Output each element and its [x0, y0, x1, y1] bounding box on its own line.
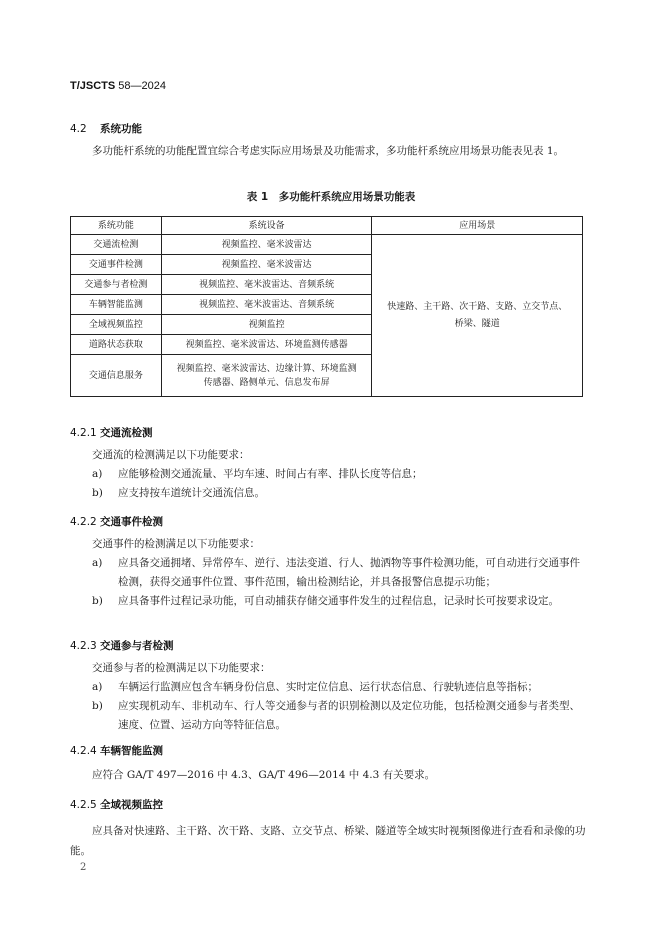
standard-code: T/JSCTS — [70, 80, 116, 92]
section-intro: 交通参与者的检测满足以下功能要求： — [92, 662, 271, 674]
section-intro: 交通事件的检测满足以下功能要求： — [92, 538, 260, 550]
row-function: 车辆智能监测 — [71, 295, 162, 315]
section-intro: 交通流的检测满足以下功能要求： — [92, 449, 250, 461]
document-header — [70, 80, 166, 92]
list-text: 应能够检测交通流量、平均车速、时间占有率、排队长度等信息； — [118, 468, 423, 480]
section-title: 交通参与者检测 — [100, 640, 174, 652]
list-marker: a) — [92, 468, 103, 480]
section-4-2-heading — [70, 121, 142, 136]
section-number: 4.2.5 — [70, 799, 97, 811]
row-device: 视频监控 — [161, 315, 372, 335]
section-text: 应符合 GA/T 497—2016 中 4.3、GA/T 496—2014 中 4.3 有关要求。 — [92, 769, 436, 781]
scene-cell — [372, 235, 583, 397]
page-number: 2 — [80, 862, 87, 873]
section-4-2-2-heading — [70, 514, 163, 529]
list-text: 应支持按车道统计交通流信息。 — [118, 487, 265, 499]
scene-line: 快速路、主干路、次干路、支路、立交节点、 — [387, 302, 568, 312]
row-device: 视频监控、毫米波雷达、环境监测传感器 — [161, 335, 372, 355]
section-4-2-5-heading — [70, 797, 163, 812]
list-item — [70, 678, 590, 697]
row-function: 道路状态获取 — [71, 335, 162, 355]
list-item — [70, 697, 590, 735]
list-marker: a) — [92, 681, 103, 693]
row-function: 交通信息服务 — [71, 355, 162, 397]
header-scene: 应用场景 — [372, 217, 583, 235]
table-row — [71, 235, 583, 255]
row-device: 视频监控、毫米波雷达、音频系统 — [161, 275, 372, 295]
list-text: 车辆运行监测应包含车辆身份信息、实时定位信息、运行状态信息、行驶轨迹信息等指标； — [118, 681, 538, 693]
section-4-2-3-heading — [70, 638, 174, 653]
section-title: 交通事件检测 — [100, 516, 163, 528]
section-title: 车辆智能监测 — [100, 745, 163, 757]
list-text: 应实现机动车、非机动车、行人等交通参与者的识别检测以及定位功能，包括检测交通参与者类型、速度、位置、运动方向等特征信息。 — [118, 700, 580, 731]
section-title: 全域视频监控 — [100, 799, 163, 811]
section-number: 4.2 — [70, 123, 87, 135]
list-item — [70, 465, 590, 484]
scene-line: 桥梁、隧道 — [454, 319, 500, 329]
section-title: 系统功能 — [100, 123, 142, 135]
device-line: 传感器、路侧单元、信息发布屏 — [203, 377, 330, 388]
list-item — [70, 554, 590, 592]
list-text: 应具备事件过程记录功能，可自动捕获存储交通事件发生的过程信息，记录时长可按要求设定。 — [118, 595, 559, 607]
list-item — [70, 484, 590, 503]
header-function: 系统功能 — [71, 217, 162, 235]
standard-number: 58—2024 — [118, 80, 167, 92]
section-4-2-4-heading — [70, 743, 163, 758]
section-number: 4.2.1 — [70, 427, 97, 439]
list-marker: b) — [92, 487, 103, 499]
table-caption: 表 1 多功能杆系统应用场景功能表 — [246, 191, 416, 203]
list-marker: b) — [92, 700, 103, 712]
section-number: 4.2.2 — [70, 516, 97, 528]
list-text: 应具备交通拥堵、异常停车、逆行、违法变道、行人、抛洒物等事件检测功能，可自动进行交通事件检测，获得交通事件位置、事件范围，输出检测结论，并具备报警信息提示功能； — [118, 557, 580, 588]
list-marker: a) — [92, 557, 103, 569]
section-text: 应具备对快速路、主干路、次干路、支路、立交节点、桥梁、隧道等全域实时视频图像进行查看和录像的功能。 — [70, 825, 586, 857]
row-device: 视频监控、毫米波雷达 — [161, 255, 372, 275]
list-item — [70, 592, 590, 611]
row-function: 全域视频监控 — [71, 315, 162, 335]
section-title: 交通流检测 — [100, 427, 153, 439]
row-function: 交通参与者检测 — [71, 275, 162, 295]
list-marker: b) — [92, 595, 103, 607]
section-number: 4.2.4 — [70, 745, 97, 757]
section-number: 4.2.3 — [70, 640, 97, 652]
section-4-2-1-heading — [70, 425, 153, 440]
row-function: 交通事件检测 — [71, 255, 162, 275]
device-line: 视频监控、毫米波雷达、边缘计算、环境监测 — [176, 363, 357, 374]
row-device: 视频监控、毫米波雷达 — [161, 235, 372, 255]
row-device — [161, 355, 372, 397]
header-device: 系统设备 — [161, 217, 372, 235]
row-function: 交通流检测 — [71, 235, 162, 255]
section-4-2-intro: 多功能杆系统的功能配置宜综合考虑实际应用场景及功能需求，多功能杆系统应用场景功能表见表 1。 — [92, 145, 565, 157]
function-table — [70, 216, 583, 397]
table-header-row — [71, 217, 583, 235]
row-device: 视频监控、毫米波雷达、音频系统 — [161, 295, 372, 315]
